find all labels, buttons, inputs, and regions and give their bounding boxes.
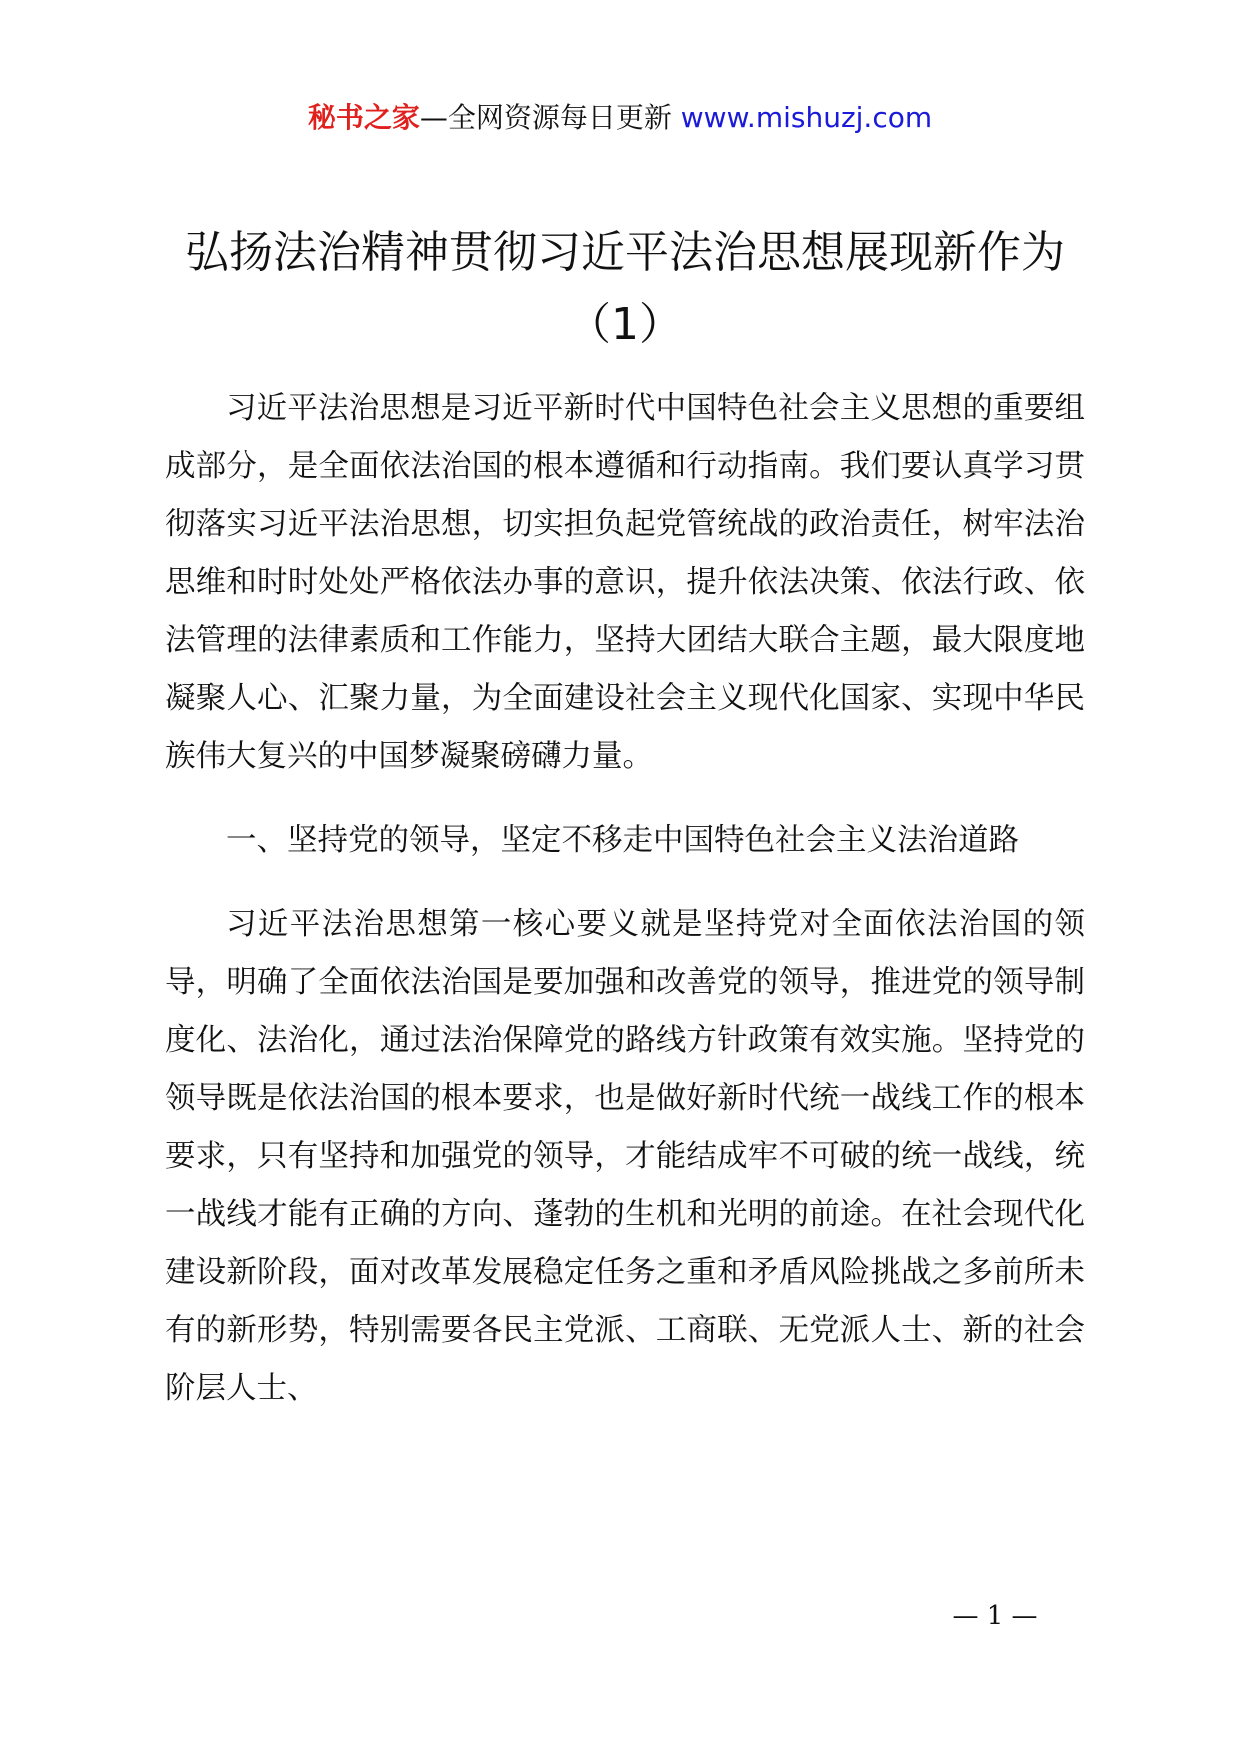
intro-paragraph: 习近平法治思想是习近平新时代中国特色社会主义思想的重要组成部分，是全面依法治国的根本遵循和行动指南。我们要认真学习贯彻落实习近平法治思想，切实担负起党管统战的政治责任，树牢法治思维和时时处处严格依法办事的意识，提升依法决策、依法行政、依法管理的法律素质和工作能力，坚持大团结大联合主题，最大限度地凝聚人心、汇聚力量，为全面建设社会主义现代化国家、实现中华民族伟大复兴的中国梦凝聚磅礴力量。 [165,391,1085,774]
document-title-number: （1） [567,299,683,350]
site-slogan: —全网资源每日更新 [419,101,681,134]
document-title [165,222,1085,356]
page-number: — 1 — [952,1601,1038,1631]
section-paragraph: 习近平法治思想第一核心要义就是坚持党对全面依法治国的领导，明确了全面依法治国是要加强和改善党的领导，推进党的领导制度化、法治化，通过法治保障党的路线方针政策有效实施。坚持党的领导既是依法治国的根本要求，也是做好新时代统一战线工作的根本要求，只有坚持和加强党的领导，才能结成牢不可破的统一战线，统一战线才能有正确的方向、蓬勃的生机和光明的前途。在社会现代化建设新阶段，面对改革发展稳定任务之重和矛盾风险挑战之多前所未有的新形势，特别需要各民主党派、工商联、无党派人士、新的社会阶层人士、 [165,907,1085,1406]
document-body [165,380,1085,1418]
site-url-link[interactable]: www.mishuzj.com [680,101,933,134]
site-brand: 秘书之家 [307,101,420,134]
document-title-main: 弘扬法治精神贯彻习近平法治思想展现新作为 [185,227,1065,278]
site-header [0,98,1240,138]
section-heading: 一、坚持党的领导，坚定不移走中国特色社会主义法治道路 [226,823,1019,858]
